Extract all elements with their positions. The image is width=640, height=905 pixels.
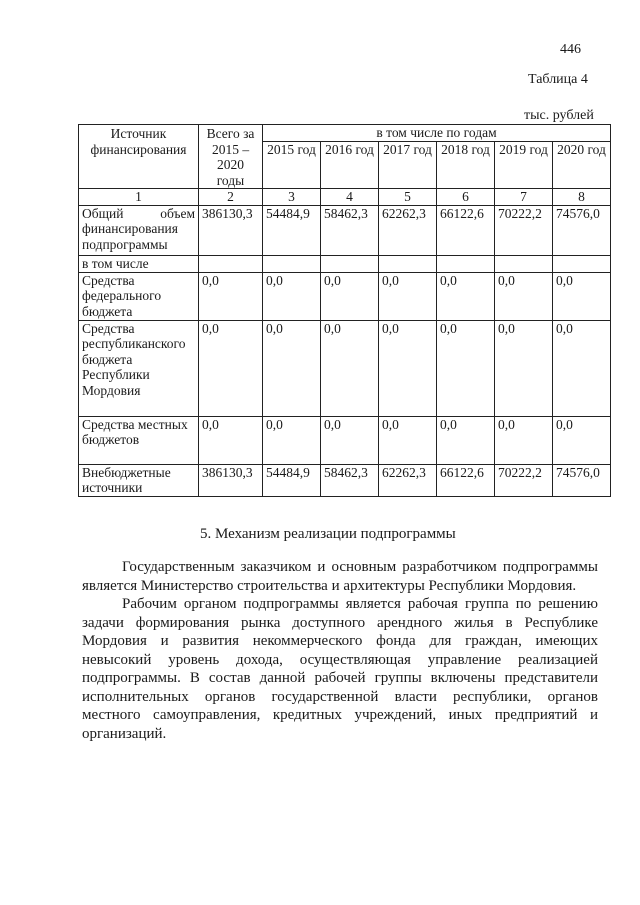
row-value: 0,0	[553, 320, 611, 416]
funding-table	[78, 124, 611, 497]
header-total: Всего за 2015 – 2020 годы	[199, 125, 263, 189]
column-number: 4	[321, 189, 379, 206]
row-value: 0,0	[263, 272, 321, 320]
page-number: 446	[560, 42, 581, 57]
row-label: Внебюджетные источники	[79, 464, 199, 496]
header-year: 2018 год	[437, 142, 495, 189]
column-number: 1	[79, 189, 199, 206]
row-total: 386130,3	[199, 205, 263, 255]
row-value	[553, 255, 611, 272]
row-value: 0,0	[495, 320, 553, 416]
header-year: 2016 год	[321, 142, 379, 189]
table-row	[79, 416, 611, 464]
section-title: 5. Механизм реализации подпрограммы	[200, 526, 456, 542]
body-text	[82, 558, 598, 743]
row-value: 0,0	[321, 272, 379, 320]
row-value: 0,0	[437, 272, 495, 320]
row-total: 386130,3	[199, 464, 263, 496]
column-number-row	[79, 189, 611, 206]
row-value: 54484,9	[263, 205, 321, 255]
header-year: 2019 год	[495, 142, 553, 189]
row-value: 58462,3	[321, 205, 379, 255]
header-year: 2017 год	[379, 142, 437, 189]
row-value: 0,0	[437, 416, 495, 464]
header-year: 2015 год	[263, 142, 321, 189]
row-value: 58462,3	[321, 464, 379, 496]
row-value	[263, 255, 321, 272]
row-value: 62262,3	[379, 205, 437, 255]
row-label: Общий объем финансирования подпрограммы	[79, 205, 199, 255]
row-value: 70222,2	[495, 464, 553, 496]
paragraph: Рабочим органом подпрограммы является рабочая группа по решению задачи формирования рынка доступного арендного жилья в Республике Мордовия и развития некоммерческого фонда для граждан, имеющих невысокий уровень дохода, осуществляющая управление реализацией подпрограммы. В состав данной рабочей группы включены представители исполнительных органов государственной власти республики, органов местного самоуправления, кредитных учреждений, иных предприятий и организаций.	[82, 596, 598, 742]
row-value	[379, 255, 437, 272]
row-value: 62262,3	[379, 464, 437, 496]
row-total	[199, 255, 263, 272]
column-number: 8	[553, 189, 611, 206]
row-label: Средства федерального бюджета	[79, 272, 199, 320]
row-value: 0,0	[379, 272, 437, 320]
row-value: 0,0	[553, 272, 611, 320]
header-source: Источник финансирования	[79, 125, 199, 189]
header-by-years: в том числе по годам	[263, 125, 611, 142]
column-number: 5	[379, 189, 437, 206]
row-value	[437, 255, 495, 272]
row-value	[495, 255, 553, 272]
row-value: 74576,0	[553, 464, 611, 496]
header-year: 2020 год	[553, 142, 611, 189]
row-value: 0,0	[553, 416, 611, 464]
row-value: 0,0	[263, 416, 321, 464]
row-label: в том числе	[79, 255, 199, 272]
row-value: 0,0	[379, 416, 437, 464]
row-value: 0,0	[437, 320, 495, 416]
row-value: 0,0	[379, 320, 437, 416]
units-label: тыс. рублей	[524, 108, 594, 123]
table-row	[79, 272, 611, 320]
table-row	[79, 464, 611, 496]
row-value: 0,0	[495, 416, 553, 464]
table-label: Таблица 4	[528, 72, 588, 87]
row-value: 66122,6	[437, 205, 495, 255]
row-value: 0,0	[263, 320, 321, 416]
table-row	[79, 320, 611, 416]
column-number: 7	[495, 189, 553, 206]
row-value: 66122,6	[437, 464, 495, 496]
row-value: 0,0	[495, 272, 553, 320]
row-total: 0,0	[199, 272, 263, 320]
row-value	[321, 255, 379, 272]
row-value: 74576,0	[553, 205, 611, 255]
column-number: 2	[199, 189, 263, 206]
column-number: 3	[263, 189, 321, 206]
row-value: 0,0	[321, 320, 379, 416]
row-label: Средства местных бюджетов	[79, 416, 199, 464]
row-value: 54484,9	[263, 464, 321, 496]
row-label: Средства республиканского бюджета Республики Мордовия	[79, 320, 199, 416]
row-total: 0,0	[199, 416, 263, 464]
column-number: 6	[437, 189, 495, 206]
paragraph: Государственным заказчиком и основным разработчиком подпрограммы является Министерство строительства и архитектуры Республики Мордовия.	[82, 559, 598, 594]
table-row	[79, 205, 611, 255]
row-total: 0,0	[199, 320, 263, 416]
table-row	[79, 255, 611, 272]
row-value: 70222,2	[495, 205, 553, 255]
row-value: 0,0	[321, 416, 379, 464]
